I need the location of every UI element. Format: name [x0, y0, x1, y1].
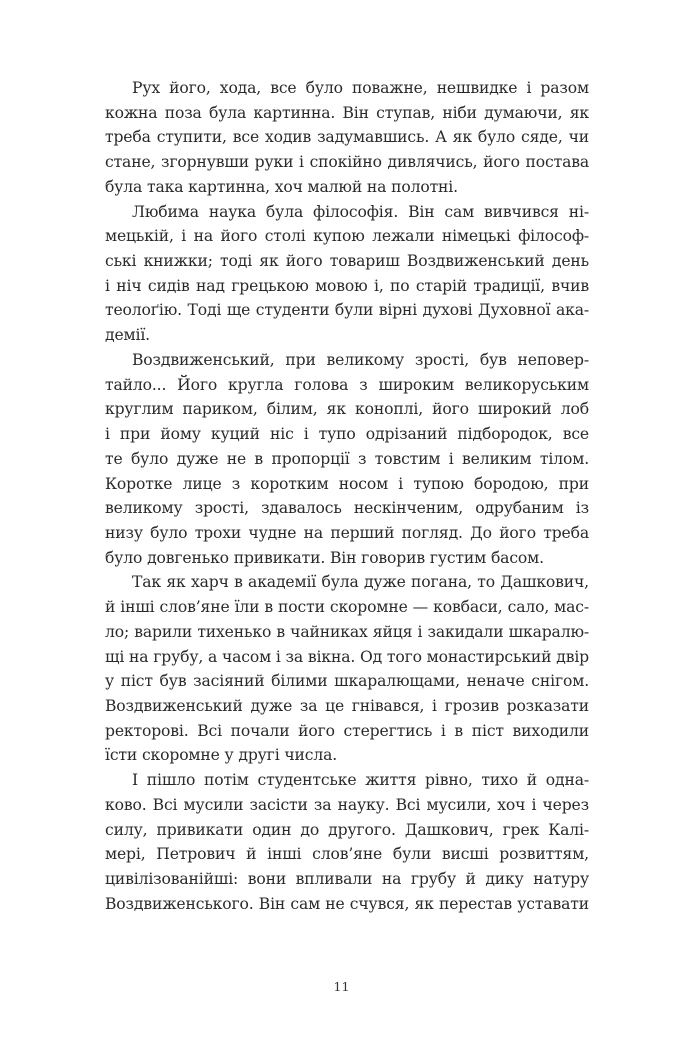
text-line: ректорові. Всі почали його стерегтись і в піст виходили	[105, 721, 589, 740]
text-line: низу було трохи чудне на перший погляд. До його треба	[105, 523, 589, 542]
text-line: й інші слов’яне їли в пости скоромне — ковбаси, сало, мас-	[105, 598, 589, 617]
text-line: їсти скоромне у другі числа.	[105, 746, 338, 765]
page-number: 11	[333, 979, 350, 994]
body-text	[105, 76, 589, 916]
text-line: тайло... Його кругла голова з широким великоруським	[105, 375, 589, 394]
text-line: Воздвиженського. Він сам не счувся, як перестав уставати	[105, 894, 589, 913]
text-line: І пішло потім студентське життя рівно, тихо й одна-	[132, 771, 589, 790]
text-line: мецькій, і на його столі купою лежали німецькі філософ-	[105, 227, 589, 246]
text-line: і при йому куций ніс і тупо одрізаний підбородок, все	[105, 425, 589, 444]
text-line: те було дуже не в пропорції з товстим і великим тілом.	[105, 449, 589, 468]
paragraph-1	[105, 76, 589, 200]
text-line: великому зрості, здавалось нескінченим, одрубаним із	[105, 499, 589, 518]
text-line: у піст був засіяний білими шкаралющами, неначе снігом.	[105, 672, 589, 691]
text-line: Коротке лице з коротким носом і тупою бородою, при	[105, 474, 589, 493]
paragraph-5	[105, 768, 589, 916]
text-line: Любима наука була філософія. Він сам вивчився ні-	[132, 202, 589, 221]
text-line: ські книжки; тоді як його товариш Воздвиженський день	[105, 252, 589, 271]
text-line: силу, привикати один до другого. Дашкович, грек Калі-	[105, 820, 589, 839]
text-line: ло; варили тихенько в чайниках яйця і закидали шкаралю-	[105, 622, 589, 641]
text-line: круглим париком, білим, як коноплі, його широкий лоб	[105, 400, 589, 419]
paragraph-2	[105, 200, 589, 348]
text-line: цивілізованійші: вони впливали на грубу й дику натуру	[105, 870, 589, 888]
text-line: ково. Всі мусили засісти за науку. Всі мусили, хоч і через	[105, 795, 589, 814]
text-line: Воздвиженський, при великому зрості, був неповер-	[132, 350, 589, 369]
text-line: щі на грубу, а часом і за вікна. Од того монастирський двір	[105, 647, 589, 666]
paragraph-4	[105, 570, 589, 768]
text-line: було довгенько привикати. Він говорив густим басом.	[105, 548, 544, 567]
text-line: демії.	[105, 326, 150, 345]
text-line: була така картинна, хоч малюй на полотні.	[105, 177, 458, 196]
text-line: Воздвиженський дуже за це гнівався, і грозив розказати	[105, 696, 589, 715]
text-line: кожна поза була картинна. Він ступав, ніби думаючи, як	[105, 103, 589, 122]
text-line: Рух його, хода, все було поважне, нешвидке і разом	[132, 79, 589, 97]
text-line: треба ступити, все ходив задумавшись. А як було сяде, чи	[105, 128, 589, 147]
paragraph-3	[105, 348, 589, 570]
text-line: Так як харч в академії була дуже погана, то Дашкович,	[132, 573, 589, 592]
text-line: стане, згорнувши руки і спокійно дивлячись, його постава	[105, 153, 589, 172]
text-line: і ніч сидів над грецькою мовою і, по старій традиції, вчив	[105, 276, 589, 295]
text-line: теолоґію. Тоді ще студенти були вірні духові Духовної ака-	[105, 301, 589, 320]
text-line: мері, Петрович й інші слов’яне були висші розвиттям,	[105, 845, 589, 864]
